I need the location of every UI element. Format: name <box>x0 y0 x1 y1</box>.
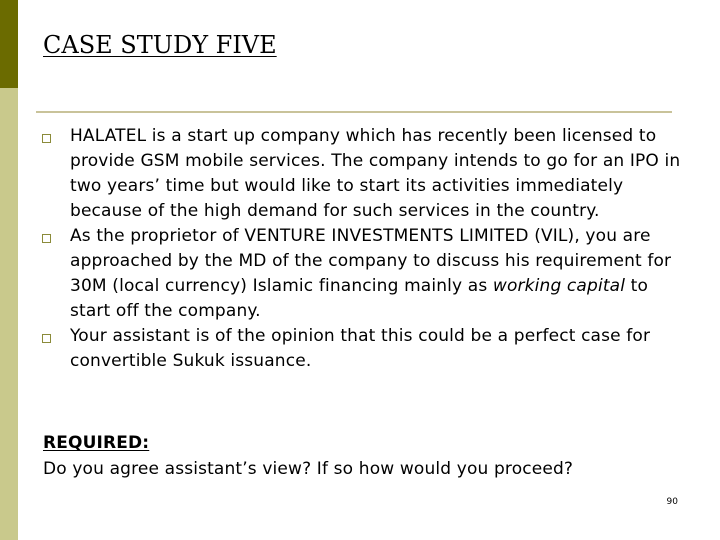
required-heading: REQUIRED: <box>43 433 150 453</box>
sidebar-accent-dark <box>0 0 18 88</box>
bullet-text-proprietor-start: As the proprietor of VENTURE INVESTMENTS LIMITED (VIL), you are approached by the MD of the company to discuss his requirement for 30M (local currency) Islamic financing mainly as <box>70 226 672 296</box>
slide-number: 90 <box>666 497 678 507</box>
bullet-text-proprietor <box>70 226 671 321</box>
bullet-text-emphasis: working capital <box>492 276 626 296</box>
sidebar-accent <box>0 0 18 540</box>
bullet-text-proprietor-end: to start off the company. <box>70 276 648 321</box>
required-section <box>43 430 703 482</box>
bullet-item-assistant <box>42 324 692 374</box>
square-bullet-icon <box>42 134 51 143</box>
bullet-item-proprietor <box>42 224 692 324</box>
bullet-list <box>42 124 692 374</box>
slide-title: CASE STUDY FIVE <box>43 31 277 59</box>
title-divider <box>36 111 672 113</box>
bullet-item-company <box>42 124 692 224</box>
square-bullet-icon <box>42 234 51 243</box>
bullet-text-assistant: Your assistant is of the opinion that this could be a perfect case for convertible Sukuk issuance. <box>70 326 651 371</box>
required-question: Do you agree assistant’s view? If so how would you proceed? <box>43 459 574 479</box>
square-bullet-icon <box>42 334 51 343</box>
bullet-text-company: HALATEL is a start up company which has recently been licensed to provide GSM mobile services. The company intends to go for an IPO in two years’ time but would like to start its activities immediately because of the high demand for such services in the country. <box>70 126 681 221</box>
sidebar-accent-light <box>0 88 18 540</box>
